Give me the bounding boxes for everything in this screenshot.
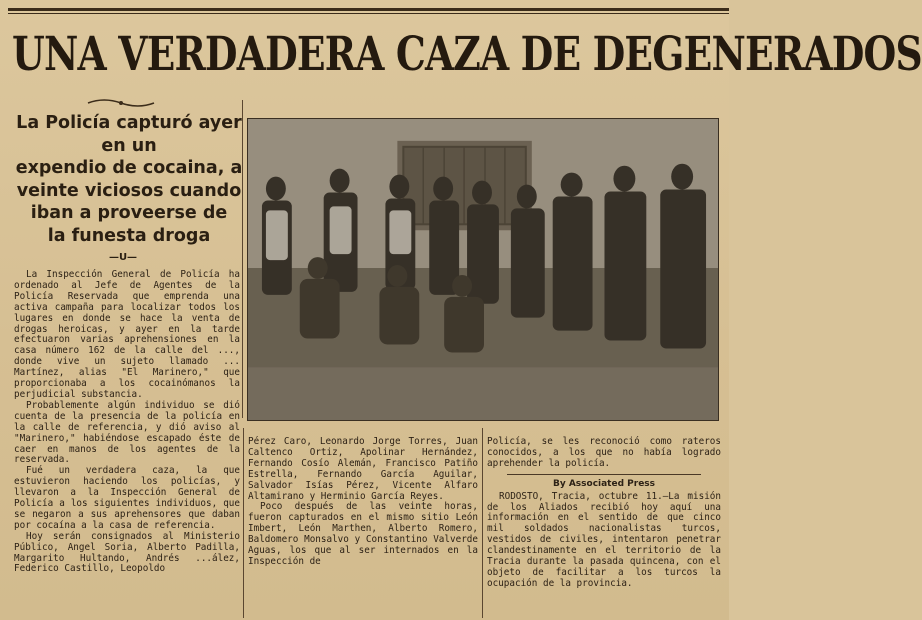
subheadline-line: iban a proveerse de (30, 203, 228, 223)
top-rule (8, 8, 729, 11)
column-rule-left (243, 428, 244, 618)
article-paragraph: Poco después de las veinte horas, fueron capturados en el mismo sitio León Imbert, León Marthen, Alberto Romero, Baldomero Monsalvo y Constantino Valverde Aguas, los que al ser internados en la Inspección de (248, 501, 478, 567)
top-rule-thin (8, 13, 729, 14)
headline: UNA VERDADERA CAZA DE DEGENERADOS (12, 27, 922, 82)
subheadline-line: veinte viciosos cuando (16, 180, 242, 201)
article-column-left (14, 270, 240, 618)
article-paragraph: Probablemente algún individuo se dió cuenta de la presencia de la policía en la calle de referencia, y dió aviso al "Marinero," habiéndose escapado éste de caer en manos de los agentes de la reservada. (14, 399, 240, 466)
subheadline-mark: —U— (108, 252, 138, 263)
subheadline-line: la funesta droga (47, 225, 211, 246)
article-paragraph: Pérez Caro, Leonardo Jorge Torres, Juan Caltenco Ortiz, Apolinar Hernández, Fernando Cosío Alemán, Francisco Patiño Estrella, Fernando García Aguilar, Salvador Isías Pérez, Vicente Alfaro Altamirano y Herminio García Reyes. (248, 436, 478, 502)
column-rule-middle (482, 428, 483, 618)
article-column-middle (248, 437, 478, 617)
article-paragraph: La Inspección General de Policía ha ordenado al Jefe de Agentes de la Policía Reservada que emprenda una activa campaña para localizar todos los lugares en donde se hace la venta de drogas heroicas, y ayer en la tarde efectuaron varias aprehensiones en la casa número 162 de la calle del ..., donde vive un sujeto llamado ... Martínez, alias "El Marinero," que proporcionaba a los cocainómanos la perjudicial substancia. (14, 269, 240, 400)
article-column-right (487, 437, 721, 617)
byline: By Associated Press (552, 478, 656, 489)
subheadline-line: La Policía capturó ayer en un (16, 113, 242, 156)
group-photograph (247, 118, 719, 421)
article-paragraph: RODOSTO, Tracia, octubre 11.—La misión de los Aliados recibió hoy aquí una información en el sentido de que cinco mil soldados nacionalistas turcos, vestidos de civiles, intentaron penetrar clandestinamente en el territorio de la Tracia durante la pasada quincena, con el objeto de facilitar a los turcos la ocupación de la provincia. (487, 490, 721, 589)
ornament-divider (86, 96, 156, 110)
article-paragraph: Policía, se les reconoció como rateros conocidos, a los que no había logrado aprehender la policía. (487, 436, 721, 469)
article-paragraph: Fué un verdadera caza, la que estuvieron haciendo los policías, y llevaron a la Inspección General de Policía a los siguientes individuos, que se negaron a sus aprehensores que daban por cocaína a la casa de referencia. (14, 465, 240, 531)
photo-image (248, 119, 718, 420)
divider (507, 474, 701, 475)
subheadline-line: expendio de cocaina, a (15, 158, 243, 178)
subheadline (14, 112, 244, 247)
article-paragraph: Hoy serán consignados al Ministerio Público, Angel Soria, Alberto Padilla, Margarito Hultando, Andrés ...ález, Federico Castillo, Leopoldo (14, 530, 240, 575)
